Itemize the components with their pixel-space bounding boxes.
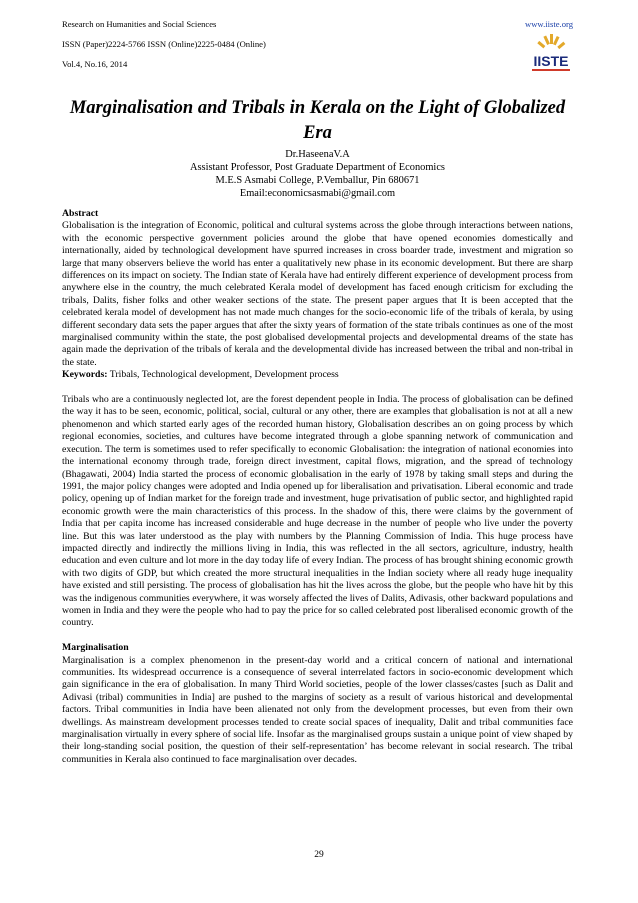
svg-text:IISTE: IISTE <box>533 53 569 69</box>
journal-header <box>62 14 392 74</box>
abstract-text: Globalisation is the integration of Economic, political and cultural systems across the globe through interactions between nations, with the economic perspective government policies around the globe that have opened economies domestically and internationally, aided by technological development have spurred increases in cross boarder trade, investment and migration so large that many observers believe the world has enter a qualitatively new phase in its economic development. But there are sharp differences on its impact on society. The Indian state of Kerala have had entirely different experience of development process from anywhere else in the country, the much celebrated Kerala model of development has faced enough criticism for excluding the tribals, Dalits, fisher folks and other weaker sections of the state. The present paper argues that It is been accepted that the celebrated kerala model of development has not made much changes for the socio-economic life of the tribals of kerala, by using different secondary data sets the paper argues that after the sixty years of formation of the state tribals continues as one of the most marginalised community within the state, the post globalised developmental projects and developmental dreams of the state has again made the deprivation of the tribals of kerala and the developmental divide has increased between the tribal and non-tribal in the state. <box>62 220 573 368</box>
marginalisation-paragraph: Marginalisation is a complex phenomenon in the present-day world and a critical concern of national and international communities. Its widespread occurrence is a consequence of several interrelated factors in socio-economic development which gain significance in the era of globalisation. In many Third World societies, people of the lower classes/castes [such as Dalit and Adivasi (tribal) communities in India] are pushed to the margins of society as a result of various historical and developmental factors. Tribal communities in India have been alienated not only from the development processes, but even from their own dwellings. As mainstream development processes tended to create social spaces of inequality, Dalit and tribal communities face marginalisation virtually in every sphere of social life. Insofar as the marginalised groups sustain a unique point of view shaped by their long-standing social position, the question of their self-representation’ has become relevant in social research. The tribal communities in Kerala also continued to face marginalisation over decades. <box>62 654 573 765</box>
abstract-heading: Abstract <box>62 208 99 219</box>
intro-paragraph: Tribals who are a continuously neglected lot, are the forest dependent people in India. The process of globalisation can be defined the way it has to be seen, economic, political, social, cultural or any other, there are examples that globalisation is not at all a new phenomenon and which started early ages of the recorded human history, Globalisation describes an on going process by which regional economies, societies, and cultures have become integrated through a globe spanning network of communication and execution. The term is sometimes used to refer specifically to economic Globalisation: the integration of national economies into the international economy through trade, foreign direct investment, capital flows, migration, and the spread of technology (Bhagawati, 2004) India started the process of economic globalisation in the early of 1978 by taking small steps and during the 1991, the major policy changes were adopted and India opened up for liberalisation and privatisation. Liberal economic and trade policy, opening up of Indian market for the foreign trade and investment, huge privatisation of public sector, and highlighted rapid economic growth were the main characteristics of this process. In the shadow of this, there were claims by the government of India that per capita income has increased considerable and huge decrease in the number of people who live under the poverty line. But this was later understood as the play with numbers by the Planning Commission of India. This huge process have impacted directly and indirectly the millions living in India, this was reflected in the all sectors, agriculture, industry, health education and even culture and lot more in the day today life of every Indian. The process of has brought shining economic growth with two digits of GDP, but which created the more structural inequalities in the Indian society where all ready huge inequality have existed and still persisting. The process of globalisation has hit the lives across the globe, but the people who have hit by this was the indigenous communities everywhere, it was worsely affected the lives of Dalits, Adivasis, other backward populations and women in India and they were the people who had to pay the price for so called celebrated post liberalised economic growth of the country. <box>62 394 573 629</box>
paragraph-gap <box>62 382 573 394</box>
keywords-label: Keywords: <box>62 369 108 381</box>
paper-title: Marginalisation and Tribals in Kerala on the Light of Globalized Era <box>69 98 566 143</box>
marginalisation-heading: Marginalisation <box>62 642 129 654</box>
author-institution: M.E.S Asmabi College, P.Vemballur, Pin 680671 <box>215 175 420 186</box>
journal-issn: ISSN (Paper)2224-5766 ISSN (Online)2225-0484 (Online) <box>62 39 266 49</box>
keywords-line <box>62 369 573 381</box>
journal-name: Research on Humanities and Social Sciences <box>62 19 217 29</box>
iiste-logo <box>528 34 574 76</box>
author-email: Email:economicsasmabi@gmail.com <box>239 188 396 199</box>
author-position: Assistant Professor, Post Graduate Department of Economics <box>190 162 445 173</box>
paper-body <box>62 208 573 766</box>
journal-volume: Vol.4, No.16, 2014 <box>62 59 128 69</box>
page-number: 29 <box>314 850 324 860</box>
author-block <box>62 148 573 200</box>
author-name: Dr.HaseenaV.A <box>285 149 350 160</box>
journal-url-link[interactable]: www.iiste.org <box>525 19 573 29</box>
paragraph-gap <box>62 630 573 642</box>
keywords-text: Tribals, Technological development, Development process <box>109 369 339 381</box>
